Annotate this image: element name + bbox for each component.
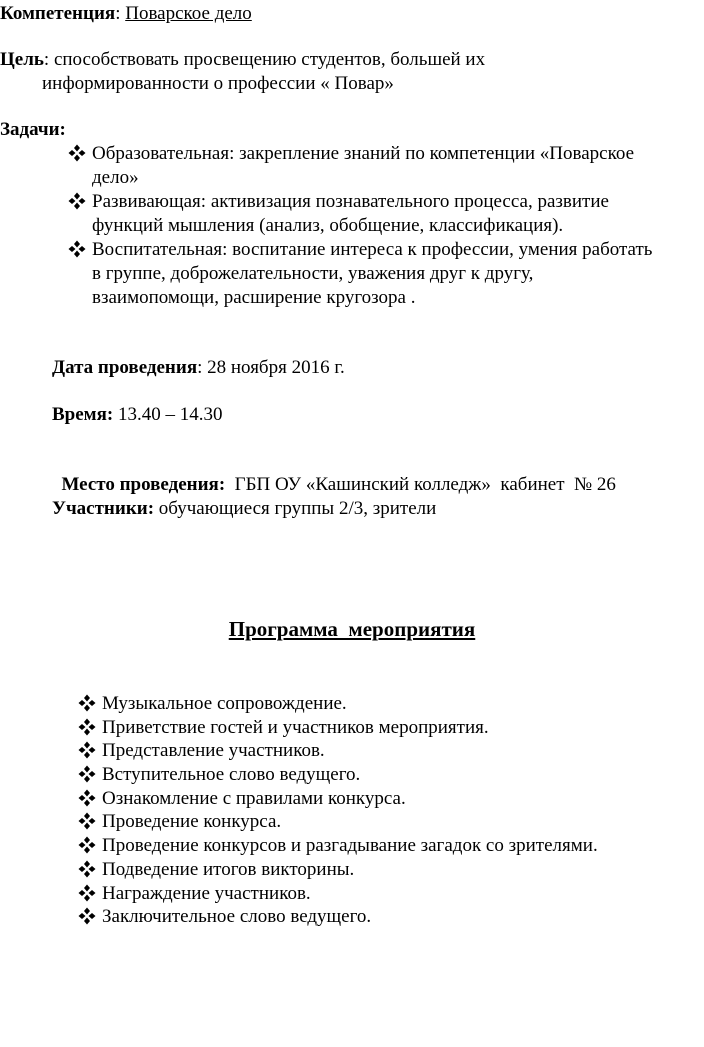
task-item: [0, 238, 704, 310]
task-item: [0, 142, 704, 190]
competence-line: [0, 2, 252, 25]
program-item: [0, 739, 704, 763]
date-label: Дата проведения: [52, 357, 198, 378]
program-item-text: Проведение конкурса.: [102, 811, 282, 833]
tasks-label: Задачи:: [0, 119, 66, 140]
diamond-bullet-icon: [78, 860, 96, 878]
participants-line: [52, 497, 436, 520]
participants-label: Участники:: [52, 498, 155, 519]
program-item-text: Проведение конкурсов и разгадывание загадок со зрителями.: [102, 835, 598, 857]
diamond-bullet-icon: [78, 765, 96, 783]
diamond-bullet-icon: [68, 144, 86, 162]
diamond-bullet-icon: [78, 812, 96, 830]
time-value: 13.40 – 14.30: [113, 404, 223, 425]
goal-label: Цель: [0, 49, 44, 70]
program-item: [0, 834, 704, 858]
diamond-bullet-icon: [78, 884, 96, 902]
diamond-bullet-icon: [78, 741, 96, 759]
program-item-text: Музыкальное сопровождение.: [102, 693, 347, 714]
place-value: ГБП ОУ «Кашинский колледж» кабинет № 26: [225, 474, 616, 495]
program-item-text: Награждение участников.: [102, 882, 311, 904]
diamond-bullet-icon: [68, 240, 86, 258]
goal-text-1: : способствовать просвещению студентов, большей их: [43, 49, 486, 70]
program-item-text: Представление участников.: [102, 740, 325, 762]
task-line: в группе, доброжелательности, уважения друг к другу,: [92, 263, 534, 284]
goal-line-1: [0, 48, 485, 71]
program-item: [0, 905, 704, 929]
task-line: взаимопомощи, расширение кругозора .: [92, 287, 416, 308]
task-line: Развивающая: активизация познавательного процесса, развитие: [92, 191, 609, 212]
program-item-text: Приветствие гостей и участников мероприятия.: [102, 716, 489, 738]
diamond-bullet-icon: [78, 718, 96, 736]
competence-sep: :: [115, 3, 126, 24]
competence-value: Поварское дело: [125, 3, 252, 24]
task-line: дело»: [92, 167, 139, 188]
program-item: [0, 882, 704, 906]
diamond-bullet-icon: [68, 192, 86, 210]
place-line: [52, 450, 616, 496]
tasks-list: [0, 142, 704, 310]
competence-label: Компетенция: [0, 3, 116, 24]
program-title: Программа мероприятия: [228, 617, 476, 641]
program-item-text: Вступительное слово ведущего.: [102, 764, 361, 786]
place-label: Место проведения:: [61, 474, 226, 495]
program-item: [0, 692, 704, 716]
program-item: [0, 787, 704, 811]
diamond-bullet-icon: [78, 836, 96, 854]
program-list: [0, 692, 704, 929]
date-value: : 28 ноября 2016 г.: [197, 357, 345, 378]
task-line: Воспитательная: воспитание интереса к профессии, умения работать: [92, 239, 653, 260]
program-item-text: Подведение итогов викторины.: [102, 858, 355, 880]
program-item: [0, 716, 704, 740]
task-line: функций мышления (анализ, обобщение, классификация).: [92, 215, 564, 236]
time-line: [52, 403, 222, 426]
date-line: [52, 356, 345, 379]
participants-value: обучающиеся группы 2/3, зрители: [154, 498, 437, 519]
program-item-text: Ознакомление с правилами конкурса.: [102, 787, 406, 809]
program-item: [0, 858, 704, 882]
task-line: Образовательная: закрепление знаний по компетенции «Поварское: [92, 143, 635, 164]
diamond-bullet-icon: [78, 694, 96, 712]
diamond-bullet-icon: [78, 789, 96, 807]
program-item: [0, 763, 704, 787]
time-label: Время:: [52, 404, 114, 425]
task-item: [0, 190, 704, 238]
diamond-bullet-icon: [78, 907, 96, 925]
goal-line-2: информированности о профессии « Повар»: [42, 73, 394, 94]
program-item: [0, 810, 704, 834]
program-item-text: Заключительное слово ведущего.: [102, 906, 372, 928]
